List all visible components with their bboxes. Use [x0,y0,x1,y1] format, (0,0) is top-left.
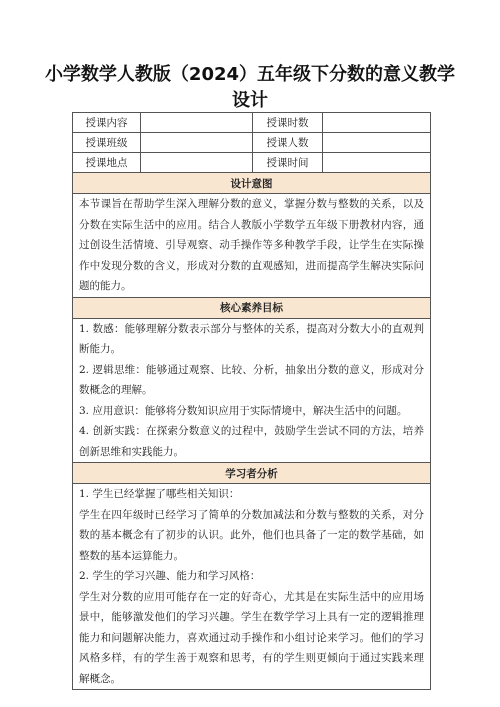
section-header-core-literacy [73,297,431,318]
info-row [73,113,431,133]
learner-analysis-body [73,484,431,690]
info-label: 授课班级 [73,133,141,153]
section-title: 核心素养目标 [73,297,431,318]
info-value [141,113,253,133]
page-title: 小学数学人教版（2024）五年级下分数的意义教学设计 [44,64,456,111]
info-row [73,133,431,153]
section-header-design-intent [73,173,431,194]
info-value [141,153,253,173]
info-value [323,153,431,173]
info-label: 授课人数 [253,133,323,153]
info-label: 授课时间 [253,153,323,173]
section-header-learner-analysis [73,463,431,484]
section-title: 学习者分析 [73,463,431,484]
info-value [323,113,431,133]
learner-analysis-paragraph: 学生对分数的应用可能存在一定的好奇心，尤其是在实际生活中的应用场景中，能够激发他们的学习兴趣。学生在数学学习上具有一定的逻辑推理能力和问题解决能力，喜欢通过动手操作和小组讨论来学习。他们的学习风格多样，有的学生善于观察和思考，有的学生则更倾向于通过实践来理解概念。 [79,590,424,685]
core-literacy-body [73,318,431,463]
core-literacy-item: 3. 应用意识：能够将分数知识应用于实际情境中，解决生活中的问题。 [79,404,408,417]
info-value [323,133,431,153]
core-literacy-item: 2. 逻辑思维：能够通过观察、比较、分析，抽象出分数的意义，形成对分数概念的理解。 [79,363,424,396]
info-value [141,133,253,153]
design-intent-body [73,194,431,298]
section-title: 设计意图 [73,173,431,194]
info-label: 授课内容 [73,113,141,133]
info-row [73,153,431,173]
learner-analysis-paragraph: 2. 学生的学习兴趣、能力和学习风格： [79,570,261,582]
learner-analysis-paragraph: 学生在四年级时已经学习了简单的分数加减法和分数与整数的关系，对分数的基本概念有了初步的认识。此外，他们也具备了一定的数学基础，如整数的基本运算能力。 [79,508,424,562]
lesson-plan-table [72,112,431,690]
core-literacy-item: 4. 创新实践：在探索分数意义的过程中，鼓励学生尝试不同的方法，培养创新思维和实践能力。 [79,425,424,458]
core-literacy-item: 1. 数感：能够理解分数表示部分与整体的关系，提高对分数大小的直观判断能力。 [79,322,424,355]
info-label: 授课地点 [73,153,141,173]
info-label: 授课时数 [253,113,323,133]
learner-analysis-paragraph: 1. 学生已经掌握了哪些相关知识： [79,488,240,500]
design-intent-text: 本节课旨在帮助学生深入理解分数的意义，掌握分数与整数的关系，以及分数在实际生活中的应用。结合人教版小学数学五年级下册教材内容，通过创设生活情境、引导观察、动手操作等多种教学手段，让学生在实际操作中发现分数的含义，形成对分数的直观感知，进而提高学生解决实际问题的能力。 [79,198,424,292]
